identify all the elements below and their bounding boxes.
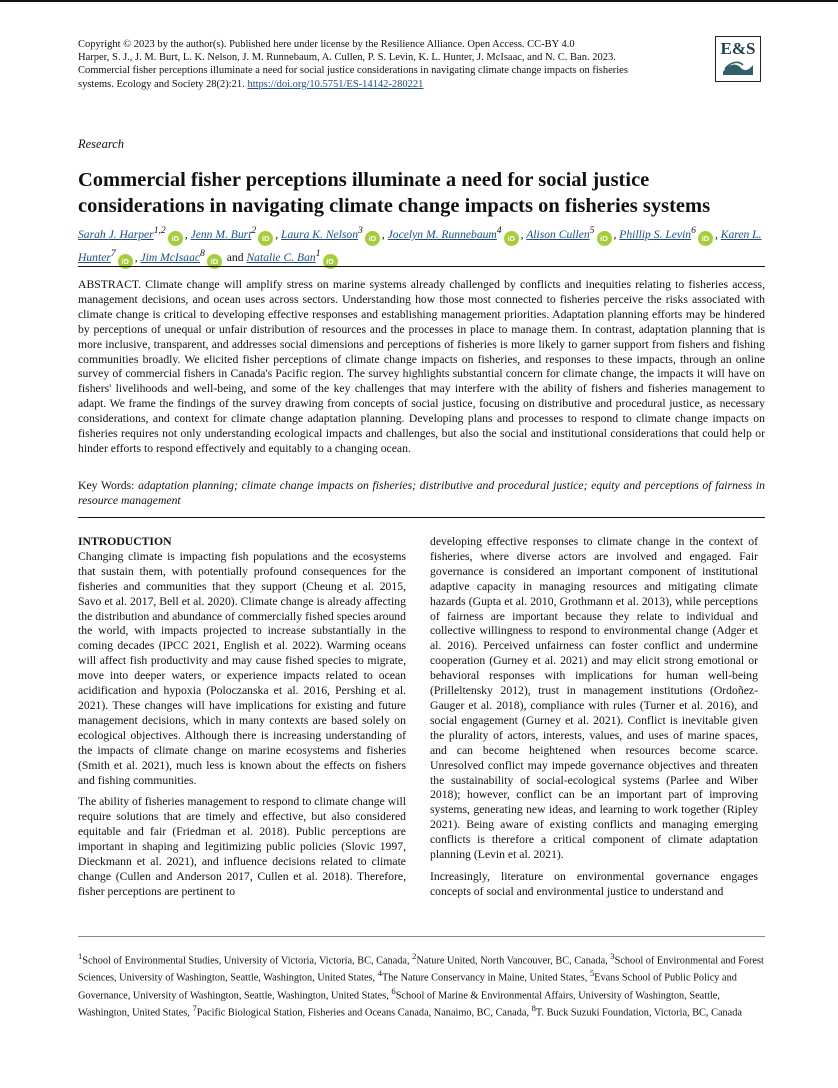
footnote-marker: 3 bbox=[610, 951, 615, 961]
body-paragraph: developing effective responses to climate change in the context of fisheries, where diverse actors are involved and engaged. Fair governance is considered an important component of institutional adaptive capacity in managing resources and mitigating climate hazards (Gupta et al. 2010, Grothmann et al. 2013), while perceptions of fairness are important because they relate to individual and collective willingness to respond to environmental change (Adger et al. 2016). Perceived unfairness can foster conflict and undermine cooperation (Gurney et al. 2021) and may elicit strong emotional or behavioral responses with implications for human well-being (Prilleltensky 2012), trust in management institutions (Ordoñez-Gauger et al. 2018), compliance with rules (Turner et al. 2016), and social engagement (Gurney et al. 2021). Conflict is inevitable given the plurality of actors, interests, values, and uses of marine spaces, and can become heightened when resources become scarce. Unresolved conflict may impede governance objectives and threaten the sustainability of social-ecological systems (Parlee and Wiber 2018); however, conflict can be an important part of improving systems, generating new ideas, and learning to work together (Ripley 2021). Being aware of existing conflicts and managing emerging conflicts is therefore a critical component of climate adaptation planning (Levin et al. 2021). bbox=[430, 535, 758, 862]
affiliations-footnote bbox=[78, 950, 765, 1020]
author-separator: , bbox=[381, 227, 388, 241]
orcid-icon[interactable]: iD bbox=[168, 231, 183, 246]
author-link[interactable]: Sarah J. Harper bbox=[78, 227, 154, 241]
affiliation-text: Evans School of Public Policy and Governance, University of Washington, Seattle, Washington, United States, bbox=[78, 972, 737, 1002]
author-affiliation: 3 bbox=[358, 225, 363, 236]
orcid-icon[interactable]: iD bbox=[258, 231, 273, 246]
journal-logo[interactable] bbox=[715, 36, 761, 82]
citation-header bbox=[78, 38, 688, 91]
affiliation-text: School of Marine & Environmental Affairs, University of Washington, Seattle, Washington, United States, bbox=[78, 990, 720, 1019]
copyright-line: Copyright © 2023 by the author(s). Published here under license by the Resilience Alliance. Open Access. CC-BY 4.0 bbox=[78, 39, 575, 50]
author-list bbox=[78, 223, 768, 269]
citation-title-line: Commercial fisher perceptions illuminate a need for social justice considerations in navigating climate change impacts on fisheries bbox=[78, 65, 628, 77]
author-affiliation: 8 bbox=[200, 247, 205, 259]
footnote-marker: 8 bbox=[531, 1003, 536, 1014]
affiliation-text: The Nature Conservancy in Maine, United States, bbox=[381, 972, 590, 984]
keywords-values: adaptation planning; climate change impacts on fisheries; distributive and procedural justice; equity and perceptions of fairness in resource management bbox=[78, 479, 766, 507]
author-link[interactable]: Jim McIsaac bbox=[140, 250, 201, 264]
wave-logo-icon bbox=[721, 59, 755, 77]
body-column-left bbox=[78, 535, 406, 907]
article-title: Commercial fisher perceptions illuminate a need for social justice considerations in navigating climate change impacts on fisheries systems bbox=[78, 169, 711, 217]
affiliation-text: Pacific Biological Station, Fisheries and Oceans Canada, Nanaimo, BC, Canada, bbox=[196, 1007, 532, 1019]
footnote-marker: 6 bbox=[391, 985, 396, 996]
orcid-icon[interactable]: iD bbox=[118, 254, 133, 269]
author-separator: , bbox=[714, 227, 721, 241]
author-separator: , bbox=[613, 227, 620, 241]
body-paragraph: Changing climate is impacting fish populations and the ecosystems that sustain them, with potentially profound consequences for the fisheries and communities that they support (Cheung et al. 2015, Savo et al. 2017, Bell et al. 2020). Climate change is already affecting the distribution and abundance of commercially fished species around the world, with impacts projected to increase substantially in the coming decades (IPCC 2021, English et al. 2022). Warming oceans will affect fish productivity and may cause fished species to migrate, move into deeper waters, or experience impacts related to ocean acidification and hypoxia (Poloczanska et al. 2016, Pershing et al. 2021). These changes will have implications for existing and future management decisions, which in many contexts are based solely on ecological objectives. Although there is increasing understanding of the impacts of climate change on marine ecosystems and fisheries (Smith et al. 2021), much less is known about the effects on fishers and fishing communities. bbox=[78, 549, 406, 787]
footnote-marker: 5 bbox=[589, 968, 595, 979]
orcid-icon[interactable]: iD bbox=[597, 231, 612, 246]
author-link[interactable]: Karen L. Hunter bbox=[78, 227, 762, 264]
abstract-bottom-rule bbox=[78, 517, 765, 518]
citation-line: Harper, S. J., J. M. Burt, L. K. Nelson, J. M. Runnebaum, A. Cullen, P. S. Levin, K. L. Hunter, J. McIsaac, and N. C. Ban. 2023. bbox=[78, 52, 616, 64]
footnote-marker: 7 bbox=[192, 1003, 197, 1014]
author-affiliation: 7 bbox=[110, 247, 116, 259]
author-separator: , bbox=[275, 227, 282, 241]
body-column-right bbox=[430, 535, 758, 907]
orcid-icon[interactable]: iD bbox=[698, 231, 713, 246]
author-link[interactable]: Phillip S. Levin bbox=[619, 227, 692, 241]
keywords-label: Key Words: bbox=[78, 479, 135, 492]
orcid-icon[interactable]: iD bbox=[504, 231, 519, 246]
introduction-heading: INTRODUCTION bbox=[78, 535, 172, 548]
author-link[interactable]: Laura K. Nelson bbox=[281, 227, 359, 241]
citation-journal-line bbox=[78, 78, 688, 91]
abstract: ABSTRACT. Climate change will amplify stress on marine systems already challenged by conflicts and inequities relating to fisheries access, management decisions, and ocean uses across sectors. Understanding how those most connected to fisheries perceive the risks associated with climate change is critical to developing effective responses and establishing management priorities. Adaptation planning efforts may be hindered by perceptions of unequal or unfair distribution of resources and the processes in place to manage them. In contrast, adaptation planning that is more inclusive, transparent, and addresses social dimensions and perceptions of fisheries is more likely to garner support from fishers and fishing communities broadly. We elicited fisher perceptions of climate change impacts on fisheries, and responses to these impacts, through an online survey of commercial fishers in Canada's Pacific region. The survey highlights substantial concern for climate change, the impacts it will have on fishers' livelihoods and well-being, and some of the key challenges that may interfere with the ability of fishers and fisheries management to adapt. We frame the findings of the survey drawing from concepts of social justice, focusing on distributive and procedural justice, as necessary considerations, and context for climate change adaptation planning. Developing plans and processes to respond to climate change impacts on fisheries requires not only understanding ecological impacts and challenges, but also the social and institutional considerations that could help or hinder efforts to respond effectively and equitably to a changing ocean. bbox=[78, 278, 765, 455]
affiliation-text: Nature United, North Vancouver, BC, Canada, bbox=[416, 955, 611, 967]
body-paragraph: The ability of fisheries management to respond to climate change will require solutions that are timely and effective, but also considered equitable and fair (Friedman et al. 2018). Public perceptions are important in shaping and legitimizing public policies (Slovic 1997, Dieckmann et al. 2021), and influence decisions related to climate change (Cullen and Anderson 2017, Cullen et al. 2018). Therefore, fisher perceptions are pertinent to bbox=[78, 795, 406, 898]
author-affiliation: 4 bbox=[496, 225, 502, 236]
doi-link[interactable]: https://doi.org/10.5751/ES-14142-280221 bbox=[247, 78, 424, 90]
footnote-marker: 4 bbox=[377, 968, 382, 979]
footnote-marker: 1 bbox=[78, 951, 83, 961]
author-link[interactable]: Natalie C. Ban bbox=[246, 250, 316, 264]
author-affiliation: 5 bbox=[589, 225, 595, 236]
footnote-marker: 2 bbox=[412, 951, 417, 961]
section-label: Research bbox=[78, 137, 125, 151]
affiliation-text: School of Environmental Studies, University of Victoria, Victoria, BC, Canada, bbox=[82, 955, 413, 967]
author-link[interactable]: Jocelyn M. Runnebaum bbox=[387, 227, 497, 241]
authors-and: and bbox=[226, 250, 244, 264]
author-separator: , bbox=[520, 227, 527, 241]
author-separator: , bbox=[184, 227, 191, 241]
orcid-icon[interactable]: iD bbox=[365, 231, 380, 246]
affiliation-text: School of Environmental and Forest Sciences, University of Washington, Seattle, Washington, United States, bbox=[78, 955, 764, 984]
author-affiliation: 1,2 bbox=[153, 225, 166, 236]
author-affiliation: 1 bbox=[315, 247, 321, 259]
footnote-rule bbox=[78, 936, 765, 937]
orcid-icon[interactable]: iD bbox=[207, 254, 222, 269]
journal-reference: systems. Ecology and Society 28(2):21. bbox=[78, 78, 245, 90]
keywords bbox=[78, 479, 765, 509]
author-link[interactable]: Jenn M. Burt bbox=[190, 227, 252, 241]
abstract-top-rule bbox=[78, 266, 765, 267]
logo-text: E&S bbox=[720, 39, 756, 58]
author-separator: , bbox=[134, 250, 141, 264]
orcid-icon[interactable]: iD bbox=[323, 254, 338, 269]
author-link[interactable]: Alison Cullen bbox=[526, 227, 590, 241]
affiliation-text: T. Buck Suzuki Foundation, Victoria, BC, Canada bbox=[535, 1007, 742, 1019]
author-affiliation: 2 bbox=[251, 225, 257, 236]
author-affiliation: 6 bbox=[691, 225, 696, 236]
body-paragraph: Increasingly, literature on environmental governance engages concepts of social and environmental justice to understand and bbox=[430, 869, 758, 898]
